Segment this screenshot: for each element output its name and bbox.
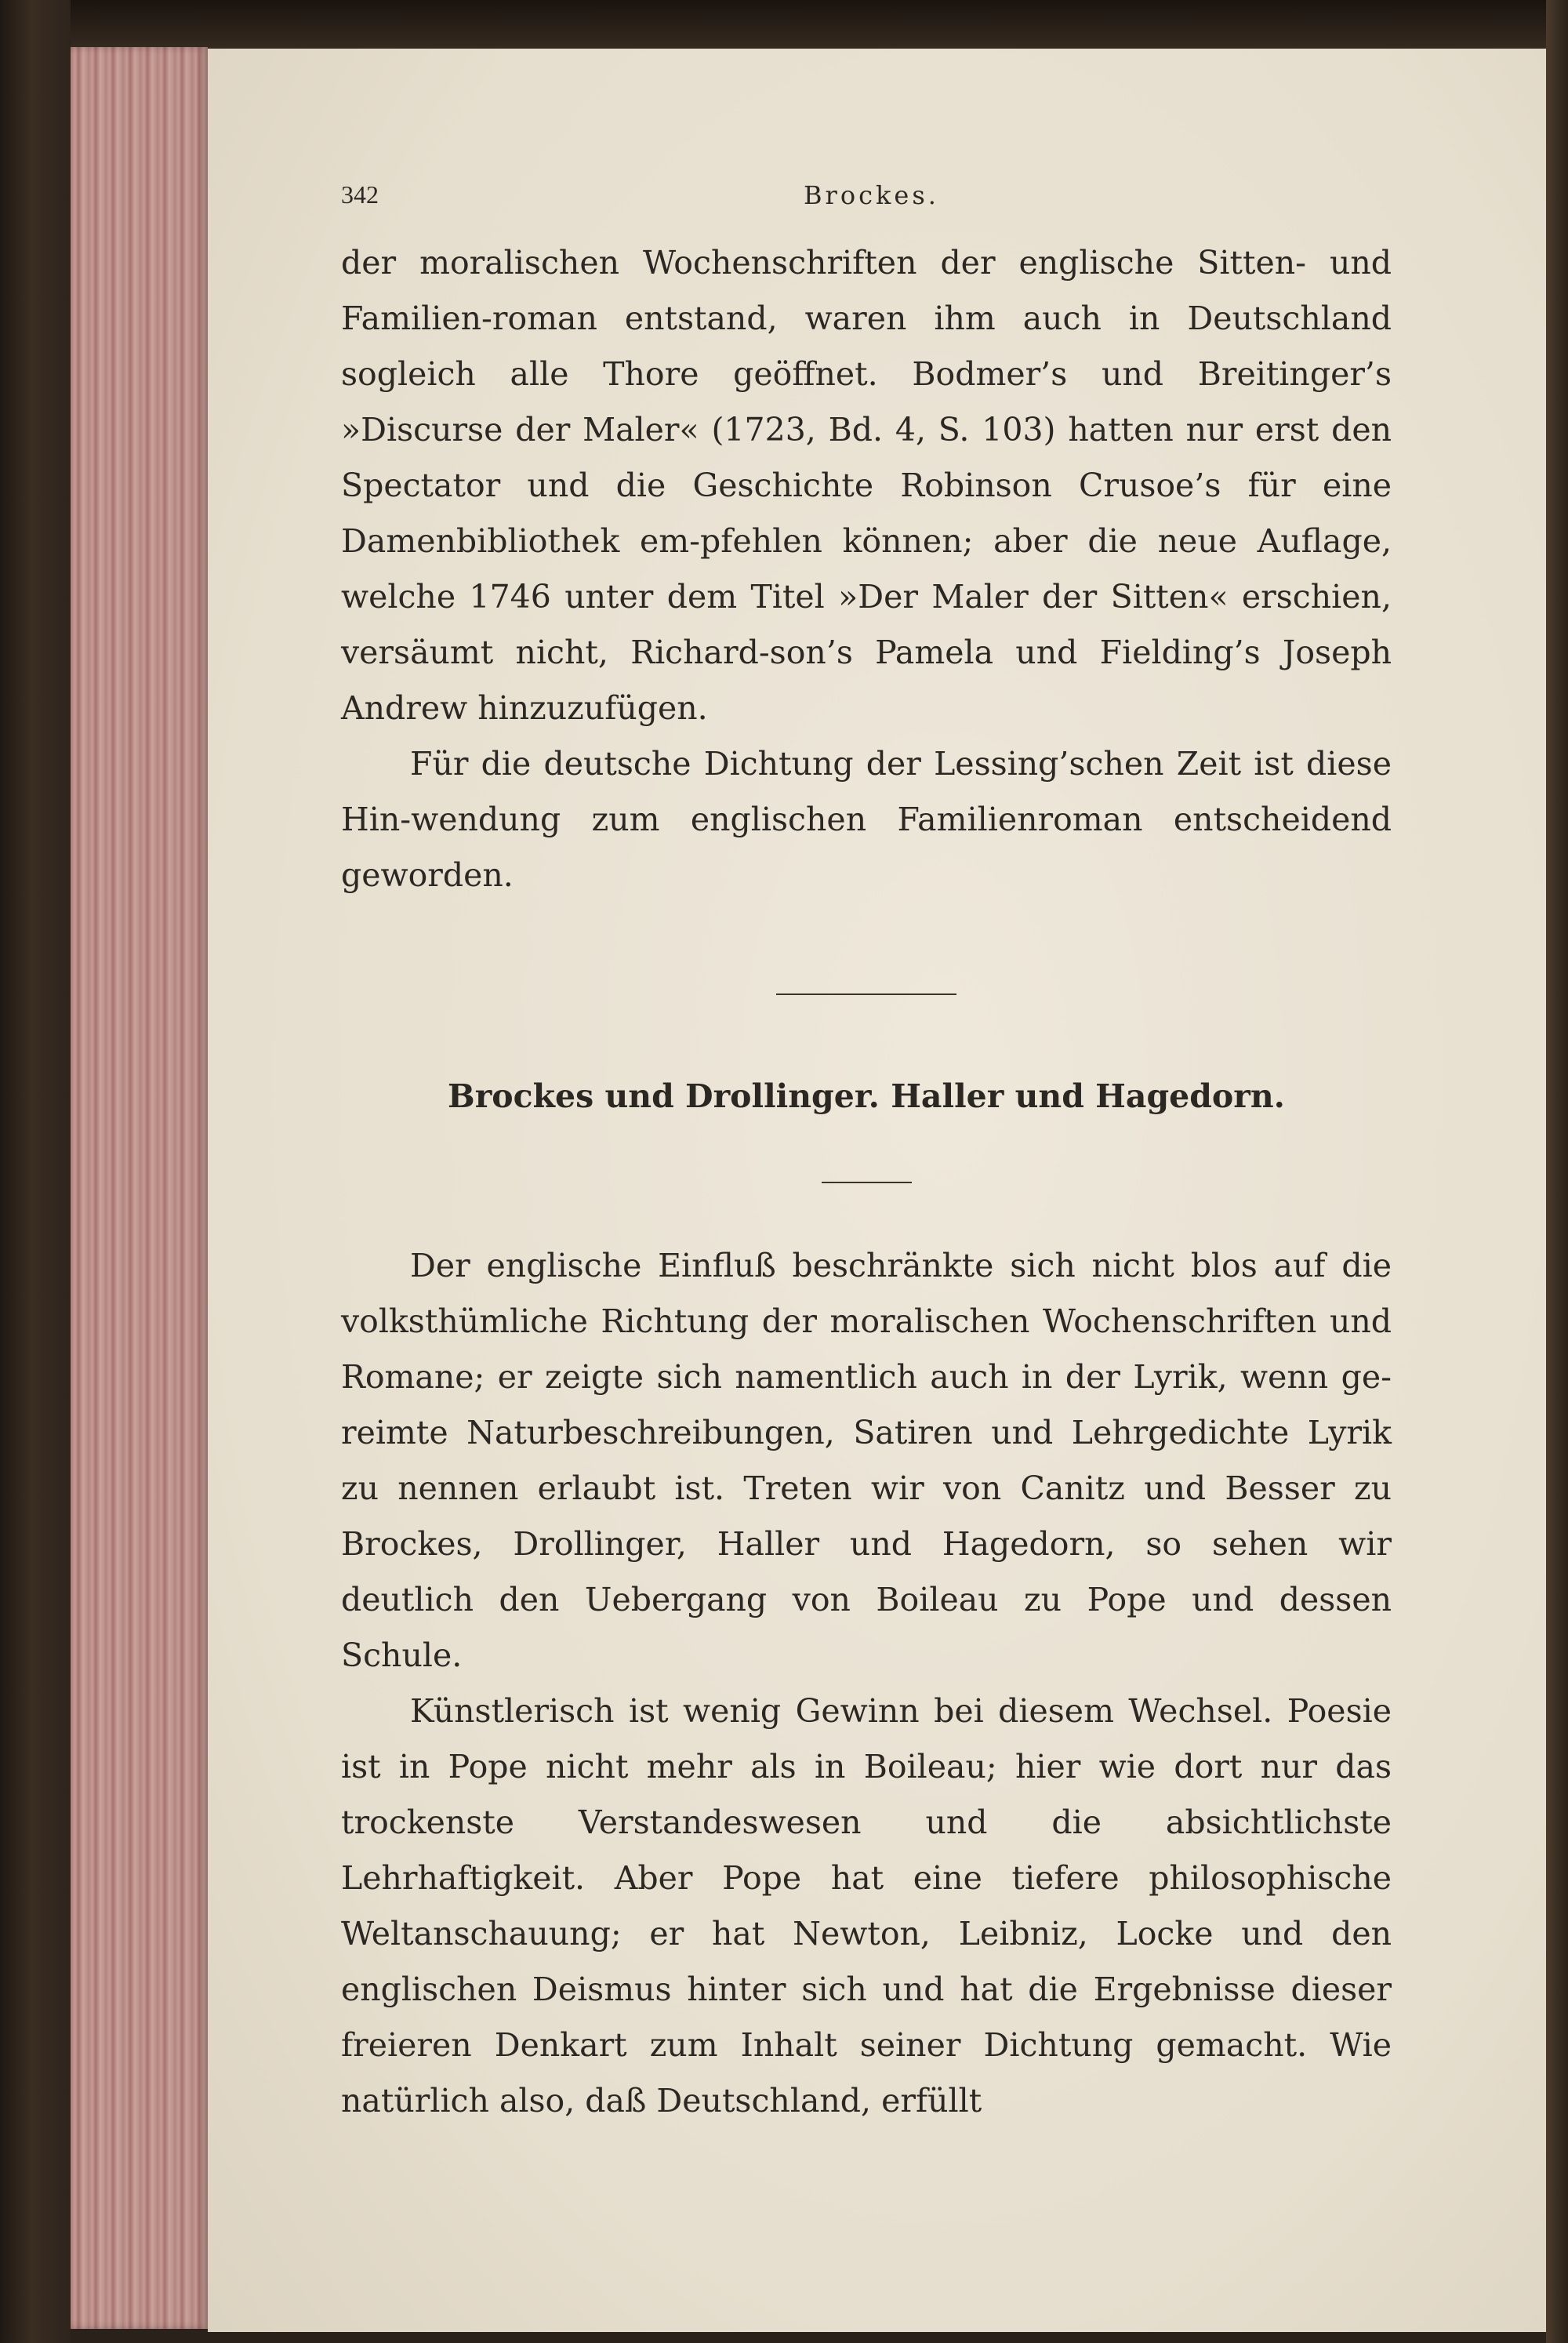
running-head — [341, 180, 1392, 220]
paragraph-1: der moralischen Wochenschriften der englische Sitten- und Familien-roman entstand, waren ihm auch in Deutschland sogleich alle Thore geöffnet. Bodmer’s und Breitinger’s »Discurse der Maler« (1723, Bd. 4, S. 103) hatten nur erst den Spectator und die Geschichte Robinson Crusoe’s für eine Damenbibliothek em-pfehlen können; aber die neue Auflage, welche 1746 unter dem Titel »Der Maler der Sitten« erschien, versäumt nicht, Richard-son’s Pamela und Fielding’s Joseph Andrew hinzuzufügen. — [341, 244, 1392, 727]
paragraph-3: Der englische Einfluß beschränkte sich nicht blos auf die volksthümliche Richtung der moralischen Wochenschriften und Romane; er zeigte sich namentlich auch in der Lyrik, wenn ge-reimte Naturbeschreibungen, Satiren und Lehrgedichte Lyrik zu nennen erlaubt ist. Treten wir von Canitz und Besser zu Brockes, Drollinger, Haller und Hagedorn, so sehen wir deutlich den Uebergang von Boileau zu Pope und dessen Schule. — [341, 1247, 1392, 1674]
book-cover-left — [0, 0, 71, 2343]
book-top-edge — [0, 0, 1568, 55]
running-title: Brockes. — [804, 180, 939, 210]
page-content — [341, 180, 1392, 2129]
page-edges — [71, 47, 208, 2329]
book-cover-right — [1546, 0, 1568, 2343]
section-divider-top — [776, 994, 956, 995]
paragraph-4: Künstlerisch ist wenig Gewinn bei diesem Wechsel. Poesie ist in Pope nicht mehr als in Boileau; hier wie dort nur das trockenste Verstandeswesen und die absichtlichste Lehrhaftigkeit. Aber Pope hat eine tiefere philosophische Weltanschauung; er hat Newton, Leibniz, Locke und den englischen Deismus hinter sich und hat die Ergebnisse dieser freieren Denkart zum Inhalt seiner Dichtung gemacht. Wie natürlich also, daß Deutschland, erfüllt — [341, 1692, 1392, 2120]
page-number: 342 — [341, 180, 379, 209]
section-heading: Brockes und Drollinger. Haller und Hagedorn. — [448, 1077, 1285, 1115]
paragraph-2: Für die deutsche Dichtung der Lessing’schen Zeit ist diese Hin-wendung zum englischen Familienroman entscheidend geworden. — [341, 745, 1392, 894]
